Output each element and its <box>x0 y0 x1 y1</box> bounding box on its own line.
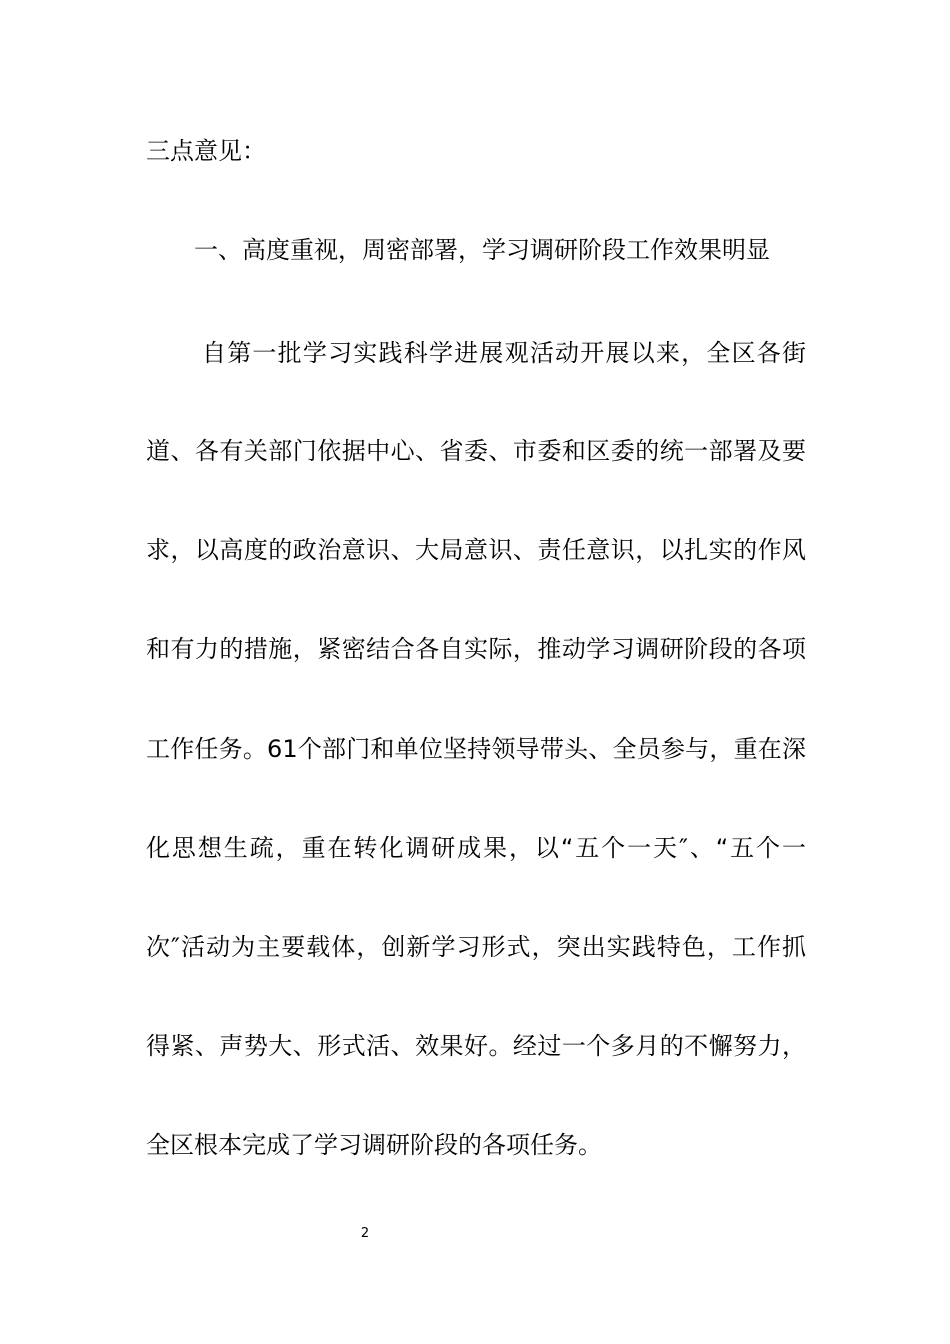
text-line: 工作任务。61个部门和单位坚持领导带头、全员参与，重在深 <box>146 735 806 763</box>
text-line: 全区根本完成了学习调研阶段的各项任务。 <box>146 1131 602 1159</box>
text-line: 和有力的措施，紧密结合各自实际，推动学习调研阶段的各项 <box>146 635 806 663</box>
text-line: 次″活动为主要载体，创新学习形式，突出实践特色，工作抓 <box>146 933 806 961</box>
text-line: 三点意见： <box>146 137 266 165</box>
section-heading: 一、高度重视，周密部署，学习调研阶段工作效果明显 <box>194 236 770 264</box>
text-line: 道、各有关部门依据中心、省委、市委和区委的统一部署及要 <box>146 437 806 465</box>
text-line: 得紧、声势大、形式活、效果好。经过一个多月的不懈努力， <box>146 1032 806 1060</box>
text-line: 求，以高度的政治意识、大局意识、责任意识，以扎实的作风 <box>146 536 806 564</box>
text-line: 自第一批学习实践科学进展观活动开展以来，全区各街 <box>202 339 806 367</box>
text-line: 化思想生疏，重在转化调研成果，以“五个一天″、“五个一 <box>146 834 806 862</box>
page-number: 2 <box>360 1226 370 1241</box>
